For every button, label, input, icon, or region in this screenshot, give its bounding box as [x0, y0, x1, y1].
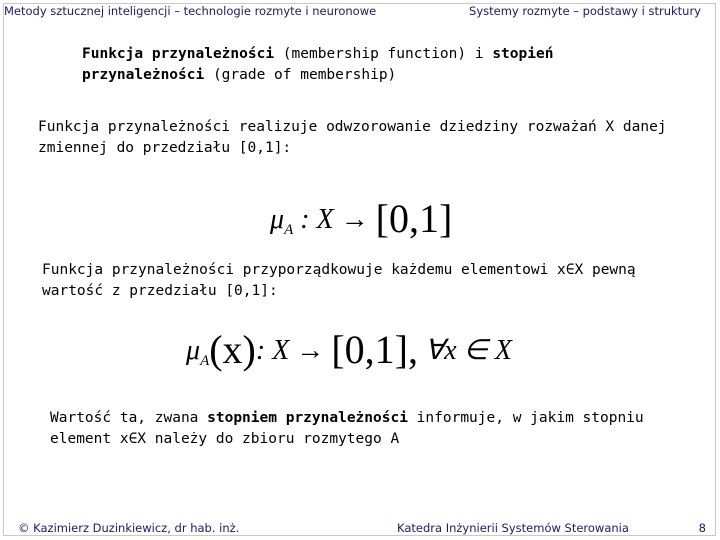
formula-2-arg: (x) [209, 327, 256, 372]
paragraph-3-line-1 [50, 408, 644, 429]
paragraph-2 [42, 260, 636, 302]
title-bold-1: Funkcja przynależności [82, 46, 275, 62]
title-normal-2: (grade of membership) [204, 67, 397, 83]
title-bold-3: przynależności [82, 67, 205, 83]
formula-2-quantifier: ∀x ∈ X [417, 335, 513, 366]
page-number: 8 [698, 521, 706, 535]
title-line-1 [82, 44, 553, 65]
footer-author: © Kazimierz Duzinkiewicz, dr hab. inż. [18, 521, 240, 535]
formula-2 [186, 326, 512, 373]
title-bold-2: stopień [492, 46, 554, 62]
formula-2-sub: A [200, 353, 210, 369]
formula-1-sub: A [284, 222, 294, 238]
title-normal-1: (membership function) i [274, 46, 493, 62]
formula-1-interval: [0,1] [375, 196, 453, 241]
paragraph-1 [38, 117, 667, 159]
formula-2-mu: μ [186, 335, 201, 366]
header-left: Metody sztucznej inteligencji – technologie rozmyte i neuronowe [4, 4, 377, 18]
paragraph-1-line-1: Funkcja przynależności realizuje odwzorowanie dziedziny rozważań X danej [38, 119, 667, 135]
paragraph-2-line-2: wartość z przedziału [0,1]: [42, 283, 278, 299]
formula-1-rest: : X → [293, 204, 376, 235]
paragraph-1-line-2: zmiennej do przedziału [0,1]: [38, 140, 292, 156]
paragraph-3-pre: Wartość ta, zwana [50, 410, 208, 426]
header-right: Systemy rozmyte – podstawy i struktury [469, 4, 701, 18]
formula-1-mu: μ [270, 204, 285, 235]
formula-2-rest: : X → [255, 335, 332, 366]
formula-1 [270, 195, 452, 242]
paragraph-3 [50, 408, 644, 450]
paragraph-2-line-1: Funkcja przynależności przyporządkowuje każdemu elementowi x∈X pewną [42, 262, 636, 278]
paragraph-3-bold: stopniem przynależności [207, 410, 408, 426]
slide-title [82, 44, 553, 86]
paragraph-3-line-2: element x∈X należy do zbioru rozmytego A [50, 431, 400, 447]
paragraph-3-post: informuje, w jakim stopniu [407, 410, 644, 426]
footer-department: Katedra Inżynierii Systemów Sterowania [397, 521, 629, 535]
formula-2-interval: [0,1], [331, 327, 418, 372]
title-line-2 [82, 65, 553, 86]
